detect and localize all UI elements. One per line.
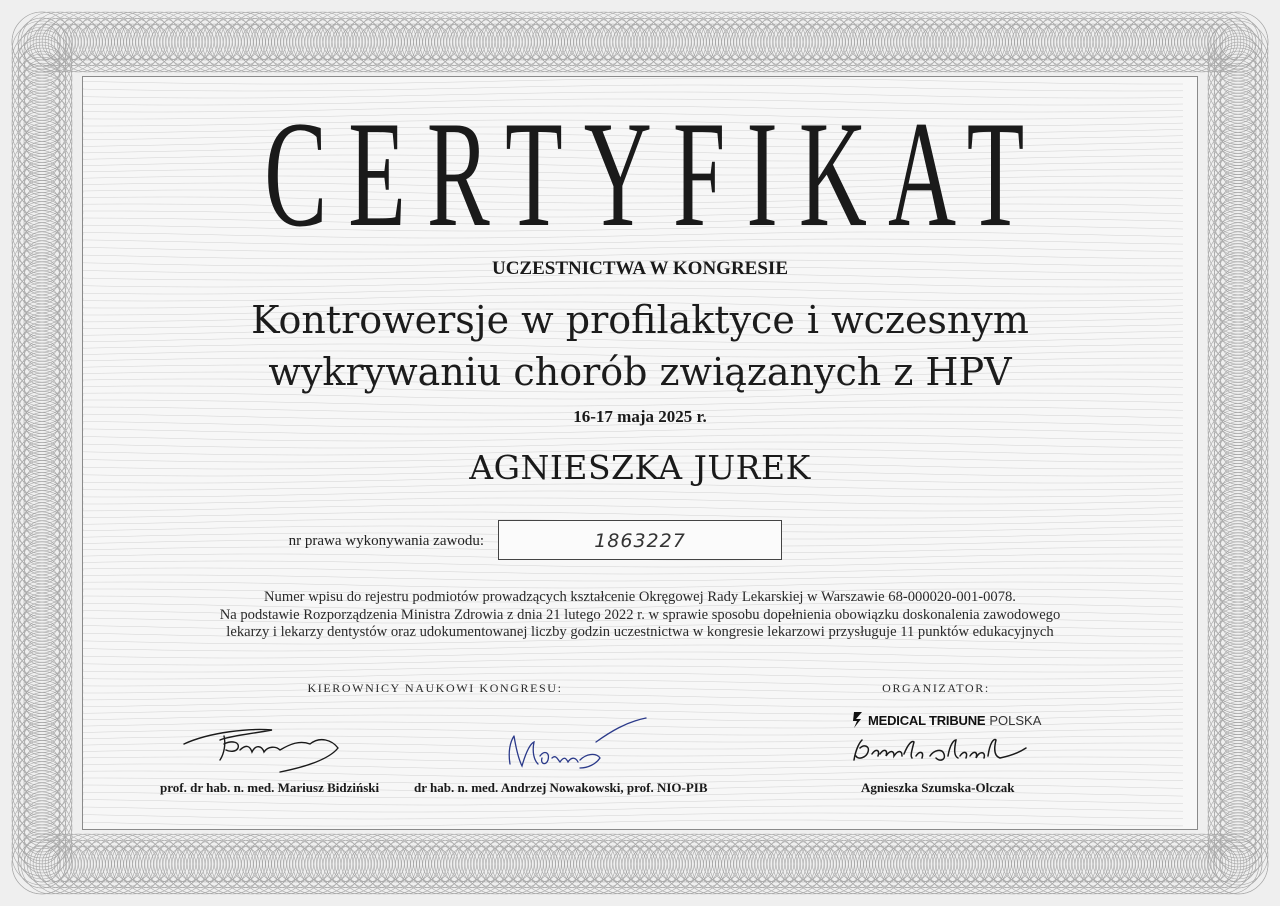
congress-name-line: Kontrowersje w profilaktyce i wczesnym bbox=[251, 298, 1029, 342]
signatory-name: dr hab. n. med. Andrzej Nowakowski, prof. NIO-PIB bbox=[414, 780, 708, 795]
congress-name-line: wykrywaniu chorób związanych z HPV bbox=[268, 350, 1012, 394]
license-number-label: nr prawa wykonywania zawodu: bbox=[288, 533, 484, 549]
certificate-subtitle: UCZESTNICTWA W KONGRESIE bbox=[491, 258, 788, 279]
medical-tribune-logo-icon bbox=[852, 711, 864, 729]
certificate-title: CERTYFIKAT bbox=[264, 90, 1046, 258]
signatory-name: Agnieszka Szumska-Olczak bbox=[861, 780, 1015, 795]
accreditation-line: lekarzy i lekarzy dentystów oraz udokumentowanej liczby godzin uczestnictwa w kongresie lekarzowi przysługuje 11 punktów edukacyjnych bbox=[226, 624, 1054, 641]
accreditation-info bbox=[140, 589, 1140, 642]
organizer-logo bbox=[852, 709, 1041, 731]
scientific-leaders-label: KIEROWNICY NAUKOWI KONGRESU: bbox=[307, 681, 563, 695]
license-number-field: 1863227 bbox=[498, 520, 782, 560]
congress-name bbox=[140, 294, 1140, 398]
accreditation-line: Na podstawie Rozporządzenia Ministra Zdrowia z dnia 21 lutego 2022 r. w sprawie sposobu dopełnienia obowiązku doskonalenia zawodowego bbox=[219, 606, 1061, 623]
signatory-name: prof. dr hab. n. med. Mariusz Bidziński bbox=[160, 780, 380, 795]
signature bbox=[850, 734, 1030, 774]
signature bbox=[500, 712, 650, 778]
organizer-logo-text: MEDICAL TRIBUNE bbox=[868, 712, 986, 728]
signature bbox=[180, 722, 350, 782]
participant-name: AGNIESZKA JUREK bbox=[469, 448, 811, 487]
congress-dates: 16-17 maja 2025 r. bbox=[573, 407, 707, 426]
organizer-logo-suffix: POLSKA bbox=[989, 712, 1042, 728]
organizer-label: ORGANIZATOR: bbox=[882, 681, 990, 695]
accreditation-line: Numer wpisu do rejestru podmiotów prowadzących kształcenie Okręgowej Rady Lekarskiej w Warszawie 68-000020-001-0078. bbox=[264, 589, 1016, 605]
